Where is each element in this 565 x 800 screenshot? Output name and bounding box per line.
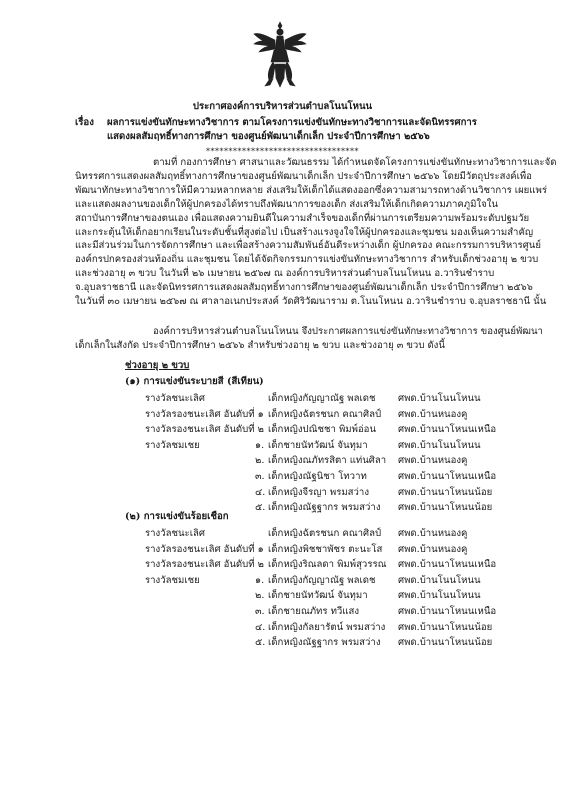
paragraph-line: นิทรรศการแสดงผลสัมฤทธิ์ทางการศึกษาของศูนย์พัฒนาเด็กเล็ก ประจำปีการศึกษา ๒๕๖๖ โดยมีวัตถุประสงค์เพื่อ <box>75 170 532 182</box>
school-name: ศพด.บ้านนาโหนนเหนือ <box>398 471 497 482</box>
school-name: ศพด.บ้านนาโหนนน้อย <box>398 486 493 498</box>
org-title: ประกาศองค์การบริหารส่วนตำบลโนนโหนน <box>192 101 373 112</box>
school-name: ศพด.บ้านนาโหนนเหนือ <box>398 559 497 571</box>
rank-number: ๑. <box>255 574 265 586</box>
age-heading: ช่วงอายุ ๒ ขวบ <box>125 360 190 371</box>
award-label: รางวัลชมเชย <box>145 439 200 451</box>
winner-name: เด็กชายนัทวัฒน์ จันทุมา <box>268 590 368 602</box>
award-row <box>0 635 565 650</box>
paragraph-line: ในวันที่ ๓๐ เมษายน ๒๕๖๗ ณ ศาลาอเนกประสงค์ วัดศิริวัฒนาราม ต.โนนโหนน อ.วารินชำราบ จ.อุบลราชธานี นั้น <box>75 296 547 308</box>
rank-number: ๓. <box>255 606 265 617</box>
subject-line-1: ผลการแข่งขันทักษะทางวิชาการ ตามโครงการแข่งขันทักษะทางวิชาการและจัดนิทรรศการ <box>107 117 477 128</box>
award-label: รางวัลชมเชย <box>145 574 200 586</box>
paragraph-line: องค์การบริหารส่วนตำบลโนนโหนน จึงประกาศผลการแข่งขันทักษะทางวิชาการ ของศูนย์พัฒนา <box>153 326 543 337</box>
rank-number: ๕. <box>255 637 266 649</box>
paragraph-line: ตามที่ กองการศึกษา ศาสนาและวัฒนธรรม ได้กำหนดจัดโครงการแข่งขันทักษะทางวิชาการและจัด <box>153 157 557 168</box>
paragraph-line: เด็กเล็กในสังกัด ประจำปีการศึกษา ๒๕๖๖ สำหรับช่วงอายุ ๒ ขวบ และช่วงอายุ ๓ ขวบ ดังนี้ <box>75 339 445 351</box>
subject-line-2: แสดงผลสัมฤทธิ์ทางการศึกษา ของศูนย์พัฒนาเด็กเล็ก ประจำปีการศึกษา ๒๕๖๖ <box>107 131 430 142</box>
stars-divider: ********************************** <box>206 147 359 156</box>
school-name: ศพด.บ้านหนองคู <box>398 455 468 467</box>
winner-name: เด็กหญิงจีรญา พรมสว่าง <box>268 486 370 498</box>
award-row <box>0 422 565 437</box>
paragraph-line: และแสดงผลงานของเด็กให้ผู้ปกครองได้ทราบถึงพัฒนาการของเด็ก ส่งเสริมให้เด็กเกิดความภาคภูมิใจใน <box>75 198 498 210</box>
rank-number: ๒. <box>255 455 265 467</box>
award-row <box>0 407 565 422</box>
award-label: รางวัลรองชนะเลิศ อันดับที่ ๒ <box>145 559 264 571</box>
school-name: ศพด.บ้านโนนโหนน <box>398 393 481 404</box>
school-name: ศพด.บ้านนาโหนนเหนือ <box>398 424 497 436</box>
winner-name: เด็กชายนัทวัฒน์ จันทุมา <box>268 439 368 451</box>
award-row <box>0 588 565 603</box>
award-label: รางวัลรองชนะเลิศ อันดับที่ ๑ <box>145 543 264 555</box>
intro-paragraph <box>75 156 557 309</box>
award-label: รางวัลรองชนะเลิศ อันดับที่ ๑ <box>145 408 264 420</box>
award-row <box>0 500 565 515</box>
school-name: ศพด.บ้านหนองคู <box>398 528 468 539</box>
school-name: ศพด.บ้านนาโหนนน้อย <box>398 637 493 649</box>
award-row <box>0 526 565 541</box>
winner-name: เด็กหญิงณัฐนิชา โทวาท <box>268 471 367 482</box>
paragraph-line: และช่วงอายุ ๓ ขวบ ในวันที่ ๒๖ เมษายน ๒๕๖๗ ณ องค์การบริหารส่วนตำบลโนนโหนน อ.วารินชำราบ <box>75 268 495 280</box>
school-name: ศพด.บ้านโนนโหนน <box>398 574 481 586</box>
award-row <box>0 604 565 619</box>
award-label: รางวัลชนะเลิศ <box>145 528 205 539</box>
paragraph-line: พัฒนาทักษะทางวิชาการให้มีความหลากหลาย ส่งเสริมให้เด็กได้แสดงออกซึ่งความสามารถทางด้านวิชาการ เผยแพร่ <box>75 184 547 196</box>
subject-label: เรื่อง <box>75 117 94 128</box>
winner-name: เด็กหญิงพิชชาพัชร ตะนะโส <box>268 543 383 555</box>
winner-name: เด็กหญิงฉัตรชนก คณาศิลป์ <box>268 528 382 539</box>
award-row <box>0 573 565 588</box>
paragraph-line: และกระตุ้นให้เด็กอยากเรียนในระดับชั้นที่สูงต่อไป เป็นสร้างแรงจูงใจให้ผู้ปกครองและชุมชน มองเห็นความสำคัญ <box>75 226 534 238</box>
award-row <box>0 391 565 406</box>
garuda-emblem-icon <box>251 20 309 90</box>
winner-name: เด็กหญิงณภัทรสิตา แท่นศิลา <box>268 455 387 467</box>
winner-name: เด็กชายณภัทร ทวีแสง <box>268 606 360 617</box>
rank-number: ๑. <box>255 439 265 451</box>
winner-name: เด็กหญิงณัฐฐากร พรมสว่าง <box>268 637 381 649</box>
award-row <box>0 438 565 453</box>
competition-title: (๑) การแข่งขันระบายสี (สีเทียน) <box>125 376 264 387</box>
award-label: รางวัลชนะเลิศ <box>145 393 205 404</box>
winner-name: เด็กหญิงริณลดา พิมพ์สุวรรณ <box>268 559 387 571</box>
award-row <box>0 542 565 557</box>
school-name: ศพด.บ้านนาโหนนน้อย <box>398 621 493 633</box>
winner-name: เด็กหญิงณัฐฐากร พรมสว่าง <box>268 502 381 514</box>
award-row <box>0 485 565 500</box>
rank-number: ๒. <box>255 590 265 602</box>
rank-number: ๓. <box>255 471 265 482</box>
announcement-paragraph <box>75 325 543 353</box>
school-name: ศพด.บ้านโนนโหนน <box>398 439 481 451</box>
award-row <box>0 557 565 572</box>
school-name: ศพด.บ้านนาโหนนน้อย <box>398 502 493 514</box>
winner-name: เด็กหญิงฉัตรชนก คณาศิลป์ <box>268 408 382 420</box>
award-row <box>0 469 565 484</box>
competition-title: (๒) การแข่งขันร้อยเชือก <box>125 511 229 522</box>
school-name: ศพด.บ้านหนองคู <box>398 543 468 555</box>
rank-number: ๔. <box>255 486 266 498</box>
winner-name: เด็กหญิงกัญญาณัฐ พลเดช <box>268 574 376 586</box>
winner-name: เด็กหญิงกัลยารัตน์ พรมสว่าง <box>268 621 386 633</box>
school-name: ศพด.บ้านหนองคู <box>398 408 468 420</box>
winner-name: เด็กหญิงกัญญาณัฐ พลเดช <box>268 393 376 404</box>
award-row <box>0 453 565 468</box>
school-name: ศพด.บ้านนาโหนนเหนือ <box>398 606 497 617</box>
paragraph-line: สถาบันการศึกษาของตนเอง เพื่อแสดงความยินดีในความสำเร็จของเด็กที่ผ่านการเตรียมความพร้อมระดับปฐมวัย <box>75 212 530 224</box>
rank-number: ๔. <box>255 621 266 633</box>
winner-name: เด็กหญิงปณิชชา พิมพ์อ่อน <box>268 424 377 436</box>
school-name: ศพด.บ้านโนนโหนน <box>398 590 481 602</box>
paragraph-line: จ.อุบลราชธานี และจัดนิทรรศการแสดงผลสัมฤทธิ์ทางการศึกษาของศูนย์พัฒนาเด็กเล็ก ประจำปีการศึกษา ๒๕๖๖ <box>75 282 533 294</box>
rank-number: ๕. <box>255 502 266 514</box>
award-row <box>0 620 565 635</box>
award-label: รางวัลรองชนะเลิศ อันดับที่ ๒ <box>145 424 264 436</box>
paragraph-line: องค์กรปกครองส่วนท้องถิ่น และชุมชน โดยได้จัดกิจกรรมการแข่งขันทักษะทางวิชาการ สำหรับเด็กช่วงอายุ ๒ ขวบ <box>75 254 539 266</box>
paragraph-line: และมีส่วนร่วมในการจัดการศึกษา และเพื่อสร้างความสัมพันธ์อันดีระหว่างเด็ก ผู้ปกครอง คณะกรรมการบริหารศูนย์ <box>75 240 541 252</box>
